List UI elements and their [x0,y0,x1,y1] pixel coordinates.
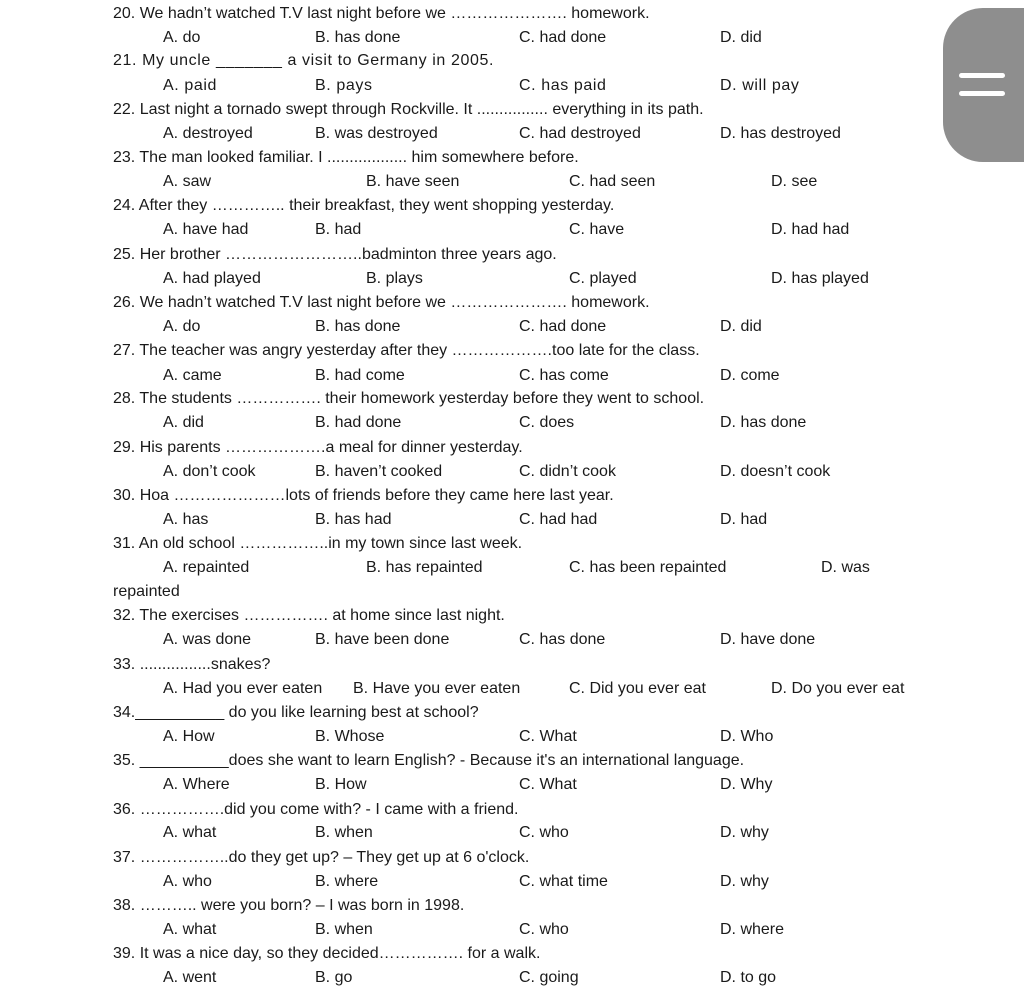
option-a: A. Had you ever eaten [163,680,323,697]
option-c: C. has come [519,367,609,384]
option-d: D. see [771,173,818,190]
question-21-options [0,75,1024,97]
question-35-options [0,774,1024,796]
question-39-options [0,967,1024,989]
question-30-options [0,509,1024,531]
drag-handle-icon [959,91,1005,96]
option-a: A. had played [163,270,261,287]
question-23-options [0,171,1024,193]
question-29-options [0,461,1024,483]
option-a: A. what [163,824,217,841]
question-stem: 27. The teacher was angry yesterday after they ……………….too late for the class. [113,342,700,359]
question-37-options [0,871,1024,893]
question-23 [0,147,1024,169]
question-36-options [0,822,1024,844]
question-31-options [0,557,1024,579]
question-stem: 39. It was a nice day, so they decided……………. for a walk. [113,945,541,962]
option-d: D. has done [720,414,807,431]
question-stem: 21. My uncle _______ a visit to Germany in 2005. [113,52,495,69]
option-c: C. who [519,824,569,841]
option-a: A. repainted [163,559,250,576]
option-c: C. who [519,921,569,938]
option-a: A. destroyed [163,125,253,142]
option-c: C. had done [519,29,607,46]
option-a: A. How [163,728,215,745]
option-a: A. went [163,969,217,986]
question-stem: 33. ................snakes? [113,656,271,673]
option-b: B. has had [315,511,392,528]
option-d: D. where [720,921,785,938]
question-25-options [0,268,1024,290]
question-33-options [0,678,1024,700]
question-stem: 25. Her brother ……………………..badminton three years ago. [113,246,557,263]
option-d: D. did [720,29,762,46]
option-d: D. have done [720,631,816,648]
option-b: B. has done [315,318,401,335]
option-a: A. have had [163,221,249,238]
question-stem: 37. ……………..do they get up? – They get up at 6 o'clock. [113,849,530,866]
option-a: A. do [163,29,201,46]
question-stem: 31. An old school ……………..in my town since last week. [113,535,523,552]
question-31 [0,533,1024,555]
option-d: D. why [720,873,769,890]
option-c: C. had seen [569,173,656,190]
option-c: C. had destroyed [519,125,641,142]
question-26-options [0,316,1024,338]
option-a: A. who [163,873,212,890]
option-b: B. plays [366,270,423,287]
option-c: C. Did you ever eat [569,680,706,697]
option-b: B. had [315,221,362,238]
option-d: D. was [821,559,870,576]
option-c: C. have [569,221,625,238]
question-20-options [0,27,1024,49]
question-22 [0,99,1024,121]
option-b: B. go [315,969,353,986]
option-b: B. when [315,921,373,938]
question-stem: 34.__________ do you like learning best at school? [113,704,479,721]
option-b: B. has repainted [366,559,483,576]
option-c: C. has been repainted [569,559,727,576]
question-28-options [0,412,1024,434]
option-d: D. had [720,511,768,528]
option-a: A. what [163,921,217,938]
option-d: D. has played [771,270,869,287]
question-29 [0,437,1024,459]
question-stem: 35. __________does she want to learn English? - Because it's an international language. [113,752,745,769]
question-stem: 30. Hoa …………………lots of friends before they came here last year. [113,487,614,504]
option-c: C. didn’t cook [519,463,616,480]
option-a: A. did [163,414,204,431]
question-stem: 38. ……….. were you born? – I was born in 1998. [113,897,465,914]
question-stem: 32. The exercises ……………. at home since last night. [113,607,505,624]
question-stem: 24. After they ………….. their breakfast, they went shopping yesterday. [113,197,615,214]
question-stem: 28. The students ……………. their homework yesterday before they went to school. [113,390,705,407]
option-b: B. when [315,824,373,841]
question-stem: 23. The man looked familiar. I .................. him somewhere before. [113,149,579,166]
option-d: D. to go [720,969,777,986]
option-d: D. Why [720,776,773,793]
option-b: B. haven’t cooked [315,463,443,480]
drag-handle-icon [959,73,1005,78]
option-d: D. doesn’t cook [720,463,831,480]
question-34 [0,702,1024,724]
option-b: B. pays [315,77,373,94]
scroll-handle[interactable] [943,8,1024,162]
option-d: D. Who [720,728,774,745]
option-c: C. had done [519,318,607,335]
question-38-options [0,919,1024,941]
option-a: A. came [163,367,222,384]
question-26 [0,292,1024,314]
question-22-options [0,123,1024,145]
option-b: B. have seen [366,173,460,190]
question-27 [0,340,1024,362]
question-20 [0,3,1024,25]
option-d: D. has destroyed [720,125,841,142]
question-32 [0,605,1024,627]
option-b: B. Have you ever eaten [353,680,521,697]
option-b: B. has done [315,29,401,46]
option-c: C. has paid [519,77,607,94]
option-d: D. had had [771,221,850,238]
option-c: C. going [519,969,579,986]
option-b: B. have been done [315,631,450,648]
question-24 [0,195,1024,217]
option-b: B. had come [315,367,405,384]
option-d: D. will pay [720,77,800,94]
option-b: B. was destroyed [315,125,438,142]
option-d: D. come [720,367,780,384]
question-34-options [0,726,1024,748]
question-stem: 20. We hadn’t watched T.V last night before we …………………. homework. [113,5,650,22]
option-c: C. played [569,270,637,287]
option-c: C. what time [519,873,608,890]
question-28 [0,388,1024,410]
option-a: A. don’t cook [163,463,256,480]
option-d: D. did [720,318,762,335]
question-39 [0,943,1024,965]
option-c: C. had had [519,511,598,528]
question-stem: 36. …………….did you come with? - I came with a friend. [113,801,519,818]
option-a: A. paid [163,77,218,94]
option-b: B. where [315,873,379,890]
option-a: A. was done [163,631,252,648]
option-a: A. Where [163,776,230,793]
option-b: B. How [315,776,367,793]
option-c: C. does [519,414,575,431]
option-a: A. do [163,318,201,335]
question-24-options [0,219,1024,241]
question-35 [0,750,1024,772]
question-31-option-d-continued [0,581,1024,603]
question-38 [0,895,1024,917]
question-stem: 22. Last night a tornado swept through Rockville. It ................ everything in its path. [113,101,704,118]
option-d-continuation: repainted [113,583,180,600]
question-27-options [0,365,1024,387]
option-d: D. why [720,824,769,841]
question-30 [0,485,1024,507]
question-stem: 26. We hadn’t watched T.V last night before we …………………. homework. [113,294,650,311]
option-c: C. What [519,776,577,793]
question-21 [0,50,1024,72]
question-37 [0,847,1024,869]
option-c: C. has done [519,631,606,648]
option-a: A. has [163,511,209,528]
option-d: D. Do you ever eat [771,680,905,697]
question-25 [0,244,1024,266]
question-stem: 29. His parents ……………….a meal for dinner yesterday. [113,439,523,456]
question-32-options [0,629,1024,651]
option-a: A. saw [163,173,212,190]
option-b: B. had done [315,414,402,431]
question-36 [0,799,1024,821]
question-33 [0,654,1024,676]
option-b: B. Whose [315,728,385,745]
option-c: C. What [519,728,577,745]
